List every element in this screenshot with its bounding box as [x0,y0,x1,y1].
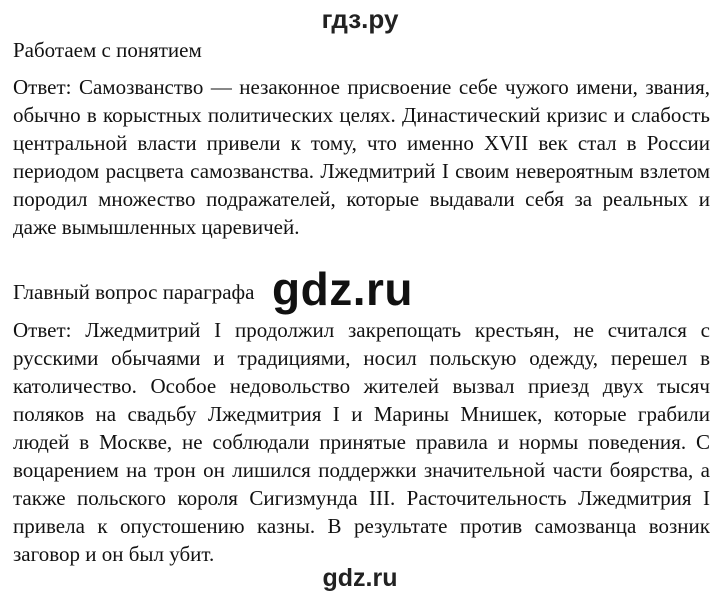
answer-paragraph-1 [13,73,710,241]
paragraph-line: периодом расцвета самозванства. Лжедмитрий I своим невероятным взлетом [13,159,710,183]
paragraph-line: также польского короля Сигизмунда III. Расточительность Лжедмитрия I [13,486,710,510]
watermark-top: гдз.ру [321,4,399,34]
paragraph-line: породил множество подражателей, которые выдавали себя за реальных и [13,187,710,211]
paragraph-line: обычно в корыстных политических целях. Династический кризис и слабость [13,103,710,127]
section-heading-main-question: Главный вопрос параграфа [13,280,255,304]
paragraph-line: католичество. Особое недовольство жителей вызвал приезд двух тысяч [13,374,710,398]
watermark-middle: gdz.ru [272,263,413,315]
paragraph-line: заговор и он был убит. [13,542,215,566]
paragraph-line: Ответ: Лжедмитрий I продолжил закрепощать крестьян, не считался с [13,318,710,342]
paragraph-line: центральной власти привели к тому, что именно XVII век стал в России [13,131,710,155]
watermark-bottom: gdz.ru [322,564,398,592]
paragraph-line: русскими обычаями и традициями, носил польскую одежду, перешел в [13,346,710,370]
paragraph-line: даже вымышленных царевичей. [13,215,300,239]
paragraph-line: поляков на свадьбу Лжедмитрия I и Марины Мнишек, которые грабили [13,402,710,426]
paragraph-line: воцарением на трон он лишился поддержки значительной части боярства, а [13,458,710,482]
section-heading-working-with-concept: Работаем с понятием [13,38,202,62]
paragraph-line: людей в Москве, не соблюдали принятые правила и нормы поведения. С [13,430,710,454]
paragraph-line: Ответ: Самозванство — незаконное присвоение себе чужого имени, звания, [13,75,710,99]
paragraph-line: привела к опустошению казны. В результате против самозванца возник [13,514,710,538]
answer-paragraph-2 [13,316,710,568]
